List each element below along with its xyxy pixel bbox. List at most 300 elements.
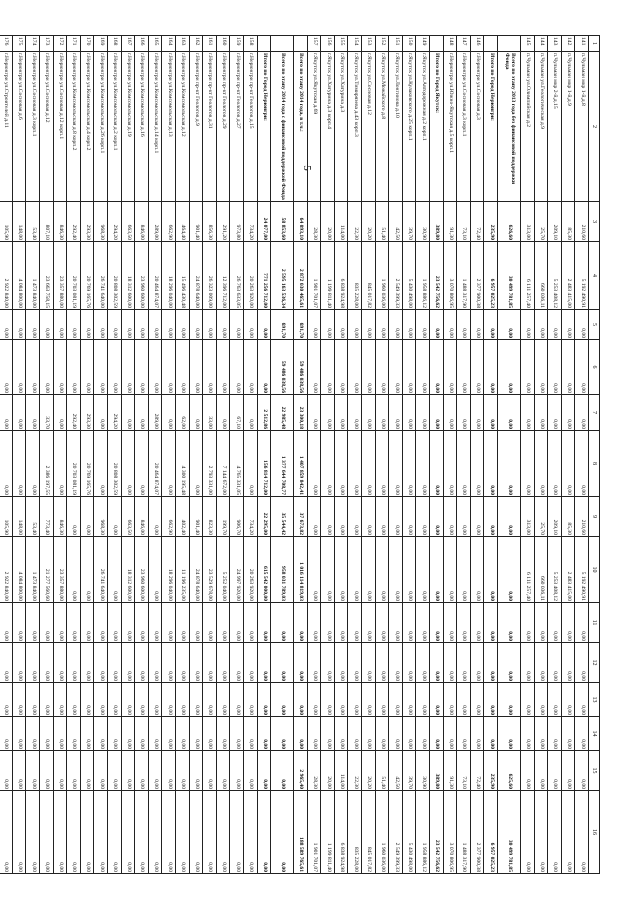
table-cell: [484, 36, 498, 52]
table-cell: 0,00: [135, 751, 149, 791]
table-cell: 0,00: [80, 791, 94, 874]
table-cell: 24 997 920,00: [230, 537, 244, 603]
table-cell: 0,00: [457, 310, 471, 340]
table-cell: 6 957 025,23: [484, 242, 498, 310]
table-cell: 660 036,11: [534, 242, 548, 310]
table-cell: 0,00: [416, 717, 430, 751]
table-cell: 0,00: [457, 395, 471, 431]
table-cell: 0,00: [457, 340, 471, 395]
table-cell: 0,00: [470, 717, 484, 751]
table-cell: 625,60: [498, 751, 521, 791]
table-cell: 0,00: [230, 340, 244, 395]
table-cell: 0,00: [389, 537, 403, 603]
table-cell: 0,00: [307, 310, 321, 340]
table-cell: 0,00: [470, 643, 484, 683]
table-cell: 0,00: [561, 603, 575, 643]
table-cell: 30 499 781,85: [498, 791, 521, 874]
table-cell: 20,00: [321, 751, 335, 791]
table-cell: 0,00: [402, 497, 416, 537]
table-cell: 0,00: [257, 310, 271, 340]
table-cell: 0,00: [294, 683, 308, 717]
table-cell: 0,00: [67, 717, 81, 751]
table-cell: 0,00: [561, 340, 575, 395]
table-cell: 0,00: [271, 683, 294, 717]
table-cell: 8: [589, 431, 600, 497]
table-cell: 18 296 040,00: [162, 242, 176, 310]
table-cell: 176: [0, 36, 12, 52]
table-cell: 0,00: [12, 683, 26, 717]
table-cell: 0,00: [362, 310, 376, 340]
table-cell: 389,80: [430, 202, 444, 242]
summary-row: [498, 36, 521, 874]
table-cell: 0,00: [470, 310, 484, 340]
table-cell: 0,00: [294, 643, 308, 683]
table-cell: 59 486 038,56: [294, 340, 308, 395]
table-cell: 0,00: [0, 603, 12, 643]
table-cell: 0,00: [40, 310, 54, 340]
table-cell: 0,00: [203, 751, 217, 791]
table-cell: 23 960 600,00: [135, 537, 149, 603]
table-cell: 5 192 490,91: [575, 537, 589, 603]
table-cell: 0,00: [243, 395, 257, 431]
summary-row: [430, 36, 444, 874]
table-cell: 0,00: [548, 431, 562, 497]
housing-fund-table: [0, 35, 600, 874]
table-cell: 0,00: [561, 643, 575, 683]
table-cell: 4 300 195,48: [175, 431, 189, 497]
table-cell: 18 312 600,00: [121, 537, 135, 603]
table-cell: Всего по этапу 2014 года, в т.ч.:: [294, 52, 308, 202]
table-cell: 0,00: [334, 537, 348, 603]
table-cell: 154: [348, 36, 362, 52]
table-cell: 0,00: [307, 603, 321, 643]
table-cell: 0,00: [334, 717, 348, 751]
table-cell: г.Нерюнгри пр-кт Геологов д.29: [216, 52, 230, 202]
table-cell: 662,90: [162, 497, 176, 537]
table-cell: 0,00: [12, 310, 26, 340]
table-cell: 0,00: [257, 717, 271, 751]
table-cell: [257, 36, 271, 52]
table-cell: 105,90: [0, 202, 12, 242]
table-cell: 59 486 038,56: [271, 340, 294, 395]
table-cell: 143: [548, 36, 562, 52]
table-cell: 0,00: [148, 791, 162, 874]
table-cell: 807,10: [40, 202, 54, 242]
table-cell: 0,00: [430, 643, 444, 683]
table-cell: 0,00: [175, 310, 189, 340]
table-cell: 20 464 874,07: [148, 431, 162, 497]
table-cell: 0,00: [561, 791, 575, 874]
table-cell: 0,00: [108, 537, 122, 603]
table-cell: 0,00: [108, 643, 122, 683]
table-cell: 0,00: [498, 497, 521, 537]
table-cell: 0,00: [257, 340, 271, 395]
table-cell: 0,00: [175, 791, 189, 874]
table-cell: 5 252 040,00: [216, 537, 230, 603]
table-cell: 0,00: [362, 431, 376, 497]
table-cell: 159: [230, 36, 244, 52]
table-cell: 3 070 806,95: [443, 791, 457, 874]
table-cell: 173: [40, 36, 54, 52]
table-cell: 0,00: [203, 310, 217, 340]
table-cell: 0,00: [189, 717, 203, 751]
table-cell: 0,00: [94, 751, 108, 791]
table-cell: 0,00: [243, 340, 257, 395]
table-cell: 2 549 399,33: [389, 242, 403, 310]
table-cell: г.Нерюнгри ул.Комсомольская д.2 корп.1: [108, 52, 122, 202]
table-cell: 0,00: [121, 751, 135, 791]
table-cell: 64 093,10: [294, 202, 308, 242]
table-cell: 0,00: [334, 643, 348, 683]
table-cell: 0,00: [26, 603, 40, 643]
table-cell: 0,00: [67, 497, 81, 537]
table-cell: 0,00: [175, 717, 189, 751]
table-cell: 33,00: [203, 395, 217, 431]
table-cell: 0,00: [53, 751, 67, 791]
table-cell: 114,00: [334, 202, 348, 242]
table-cell: 0,00: [389, 497, 403, 537]
table-cell: 0,00: [534, 683, 548, 717]
table-cell: Всего по этапу 2014 года с финансовой поддержкой Фонда: [271, 52, 294, 202]
table-cell: 37 673,82: [294, 497, 308, 537]
table-cell: 0,00: [12, 643, 26, 683]
table-cell: 845 017,82: [362, 791, 376, 874]
table-cell: 0,00: [498, 395, 521, 431]
table-cell: 0,00: [498, 431, 521, 497]
table-cell: 0,00: [26, 643, 40, 683]
table-cell: 0,00: [575, 310, 589, 340]
table-cell: 0,00: [271, 643, 294, 683]
table-cell: 5 253 408,12: [548, 537, 562, 603]
table-cell: 0,00: [307, 537, 321, 603]
table-cell: 170: [80, 36, 94, 52]
header-row: [589, 36, 600, 874]
table-cell: 0,00: [40, 683, 54, 717]
table-cell: 0,00: [12, 791, 26, 874]
table-cell: 39,70: [402, 751, 416, 791]
table-cell: 0,00: [321, 717, 335, 751]
table-cell: 1 960 036,00: [375, 242, 389, 310]
table-cell: 389,80: [430, 751, 444, 791]
table-cell: 0,00: [230, 751, 244, 791]
table-cell: 0,00: [484, 497, 498, 537]
table-cell: 0,00: [430, 603, 444, 643]
table-cell: 0,00: [561, 310, 575, 340]
table-cell: 0,00: [162, 340, 176, 395]
table-cell: 0,00: [457, 717, 471, 751]
table-cell: 0,00: [470, 431, 484, 497]
table-cell: г.Нерюнгри ул.Комсомольская д.16: [135, 52, 149, 202]
table-cell: 0,00: [548, 717, 562, 751]
table-cell: 0,00: [108, 603, 122, 643]
table-cell: 0,00: [216, 683, 230, 717]
table-cell: 0,00: [26, 751, 40, 791]
table-cell: 0,00: [470, 395, 484, 431]
table-cell: 773,40: [40, 497, 54, 537]
table-cell: 2 377 900,38: [470, 791, 484, 874]
table-cell: 0,00: [334, 310, 348, 340]
table-cell: 0,00: [12, 717, 26, 751]
table-cell: 402,40: [175, 497, 189, 537]
table-row: [561, 36, 575, 874]
table-cell: 23 542 756,62: [430, 791, 444, 874]
table-cell: 0,00: [307, 395, 321, 431]
table-cell: 0,00: [243, 431, 257, 497]
table-cell: 0,00: [416, 537, 430, 603]
table-cell: 174: [26, 36, 40, 52]
table-cell: г.Нерюнгри пр-кт Геологов д.9: [189, 52, 203, 202]
table-cell: 0,00: [148, 537, 162, 603]
table-cell: 0,00: [12, 431, 26, 497]
table-cell: 0,00: [430, 497, 444, 537]
table-cell: 0,00: [443, 643, 457, 683]
table-cell: 0,00: [80, 751, 94, 791]
table-cell: 0,00: [484, 603, 498, 643]
table-cell: 0,00: [375, 310, 389, 340]
table-cell: 0,00: [307, 497, 321, 537]
table-cell: 0,00: [148, 643, 162, 683]
table-cell: 0,00: [521, 791, 535, 874]
table-cell: 2 377 900,38: [470, 242, 484, 310]
table-cell: 0,00: [484, 643, 498, 683]
table-cell: 0,00: [534, 717, 548, 751]
table-cell: г.Нерюнгри ул.Комсомольская д.19: [121, 52, 135, 202]
table-cell: 2: [589, 52, 600, 202]
table-cell: 846,30: [53, 202, 67, 242]
table-cell: Итого по Город Нерюнгри:: [257, 52, 271, 202]
table-row: [80, 36, 94, 874]
table-cell: 1 407 859 842,41: [294, 431, 308, 497]
table-cell: 0,00: [457, 643, 471, 683]
table-cell: 0,00: [162, 751, 176, 791]
table-cell: 0,00: [0, 791, 12, 874]
table-cell: 0,00: [271, 751, 294, 791]
table-cell: 209,10: [548, 202, 562, 242]
table-cell: г.Нерюнгри ул.Комсомольская д.4 корп.2: [80, 52, 94, 202]
table-cell: 0,00: [189, 791, 203, 874]
table-cell: 0,00: [575, 643, 589, 683]
table-cell: 662,90: [162, 202, 176, 242]
table-row: [307, 36, 321, 874]
table-cell: 0,00: [321, 497, 335, 537]
table-cell: 0,00: [334, 603, 348, 643]
table-cell: 0,00: [175, 603, 189, 643]
table-row: [470, 36, 484, 874]
table-cell: 0,00: [135, 717, 149, 751]
table-cell: 3 070 806,95: [443, 242, 457, 310]
table-cell: 0,00: [484, 431, 498, 497]
table-cell: Всего по этапу 2013 года без финансовой поддержки Фонда: [498, 52, 521, 202]
table-cell: 6: [589, 340, 600, 395]
table-cell: 2 872 030 465,61: [294, 242, 308, 310]
table-cell: 0,00: [457, 683, 471, 717]
table-row: [575, 36, 589, 874]
table-cell: 0,00: [534, 340, 548, 395]
table-cell: 0,00: [498, 310, 521, 340]
table-cell: 663,50: [121, 497, 135, 537]
table-cell: 0,00: [362, 603, 376, 643]
table-cell: 1 473 840,00: [26, 242, 40, 310]
table-cell: 0,00: [230, 683, 244, 717]
table-cell: 7 144 672,00: [216, 431, 230, 497]
table-cell: 2 549 399,33: [389, 791, 403, 874]
table-cell: 235,90: [484, 202, 498, 242]
table-cell: 1 958 886,12: [416, 242, 430, 310]
table-cell: 6 838 924,98: [334, 242, 348, 310]
table-cell: 149: [416, 36, 430, 52]
table-cell: 0,00: [189, 603, 203, 643]
table-cell: 1 199 811,40: [321, 791, 335, 874]
table-cell: [294, 36, 308, 52]
table-cell: г.Якутск ул.Хатурина д.3: [334, 52, 348, 202]
table-cell: 114,00: [334, 751, 348, 791]
table-cell: 20,00: [321, 202, 335, 242]
summary-row: [271, 36, 294, 874]
table-cell: 0,00: [430, 310, 444, 340]
table-cell: 0,00: [375, 683, 389, 717]
table-cell: 0,00: [348, 717, 362, 751]
table-cell: 0,00: [12, 340, 26, 395]
table-cell: 0,00: [40, 643, 54, 683]
table-cell: 0,00: [402, 431, 416, 497]
table-cell: 15 496 430,48: [175, 242, 189, 310]
table-cell: 0,00: [94, 340, 108, 395]
table-cell: 0,00: [0, 751, 12, 791]
table-cell: 734,20: [243, 497, 257, 537]
table-cell: 23 529 678,00: [203, 537, 217, 603]
table-cell: 0,00: [375, 643, 389, 683]
table-cell: 22 295,00: [257, 497, 271, 537]
table-cell: 0,00: [12, 395, 26, 431]
table-cell: 1 901 701,07: [307, 791, 321, 874]
table-cell: 0,00: [348, 340, 362, 395]
table-cell: 23 300,18: [294, 395, 308, 431]
table-cell: 0,00: [334, 340, 348, 395]
table-cell: 0,00: [334, 497, 348, 537]
table-row: [189, 36, 203, 874]
table-cell: 0,00: [189, 643, 203, 683]
table-cell: 0,00: [430, 683, 444, 717]
table-cell: г.Нерюнгри ул.Сосновая д.12 корп.1: [53, 52, 67, 202]
table-cell: 0,00: [470, 603, 484, 643]
table-cell: 901,40: [189, 202, 203, 242]
table-cell: 973,80: [230, 202, 244, 242]
table-cell: 23 357 880,00: [53, 242, 67, 310]
table-cell: 0,00: [53, 395, 67, 431]
table-cell: 0,00: [548, 310, 562, 340]
table-cell: 0,00: [416, 431, 430, 497]
table-cell: 22 985,48: [271, 395, 294, 431]
table-cell: 0,00: [561, 683, 575, 717]
table-cell: 0,00: [53, 791, 67, 874]
table-cell: Итого по Город Якутск:: [430, 52, 444, 202]
table-cell: 209,10: [548, 497, 562, 537]
table-cell: 0,00: [67, 751, 81, 791]
table-cell: 2 386 197,55: [40, 431, 54, 497]
table-cell: 0,00: [375, 717, 389, 751]
table-cell: 0,00: [230, 717, 244, 751]
table-cell: 0,00: [534, 643, 548, 683]
table-cell: 0,00: [121, 340, 135, 395]
table-cell: 0,00: [498, 340, 521, 395]
table-cell: 30,90: [416, 751, 430, 791]
table-cell: 0,00: [484, 340, 498, 395]
summary-row: [257, 36, 271, 874]
table-cell: г.Якутск ул.Автодорожная д.2 корп.1: [416, 52, 430, 202]
table-cell: 0,00: [162, 643, 176, 683]
table-cell: 0,00: [108, 683, 122, 717]
table-cell: г.Нерюнгри ул.Сосновая д.3 корп.1: [26, 52, 40, 202]
table-cell: 1 488 317,90: [457, 242, 471, 310]
table-cell: 0,00: [430, 431, 444, 497]
table-cell: 0,00: [402, 310, 416, 340]
table-cell: 0,00: [575, 717, 589, 751]
table-body: [0, 36, 600, 874]
table-cell: 0,00: [135, 791, 149, 874]
table-cell: 72,40: [470, 202, 484, 242]
table-cell: 156 814 712,00: [257, 431, 271, 497]
table-wrapper: [3, 35, 600, 875]
table-cell: 0,00: [321, 431, 335, 497]
table-cell: 0,00: [94, 791, 108, 874]
table-cell: 0,00: [521, 643, 535, 683]
table-cell: 0,00: [0, 643, 12, 683]
table-cell: 835 228,00: [348, 242, 362, 310]
table-cell: 0,00: [484, 395, 498, 431]
table-cell: г.Нерюнгри ул.Сосновая д.6: [12, 52, 26, 202]
table-cell: 10: [589, 537, 600, 603]
table-cell: 0,00: [121, 643, 135, 683]
table-cell: 0,00: [548, 340, 562, 395]
table-cell: 0,00: [389, 683, 403, 717]
table-cell: 6 111 257,40: [521, 537, 535, 603]
table-cell: 0,00: [216, 791, 230, 874]
table-cell: 0,00: [348, 537, 362, 603]
table-cell: 0,00: [108, 791, 122, 874]
table-cell: 0,00: [389, 310, 403, 340]
table-cell: 0,00: [216, 717, 230, 751]
table-cell: 2 965,40: [294, 751, 308, 791]
table-cell: 289,00: [148, 395, 162, 431]
table-cell: 145: [521, 36, 535, 52]
table-cell: 0,00: [67, 791, 81, 874]
table-cell: 292,40: [67, 395, 81, 431]
table-cell: 0,00: [321, 340, 335, 395]
table-cell: 169: [94, 36, 108, 52]
table-cell: 0,00: [121, 603, 135, 643]
table-cell: 0,00: [334, 431, 348, 497]
table-cell: 0,00: [67, 310, 81, 340]
table-cell: 846,30: [53, 497, 67, 537]
table-cell: 0,00: [362, 717, 376, 751]
table-cell: 292,40: [67, 202, 81, 242]
table-cell: г.Якутск ул.Тимирязева д.43 корп.3: [348, 52, 362, 202]
table-cell: 25,70: [534, 497, 548, 537]
table-cell: 0,00: [402, 643, 416, 683]
table-cell: 464,40: [175, 202, 189, 242]
table-cell: 0,00: [348, 603, 362, 643]
table-cell: 148,00: [12, 497, 26, 537]
table-row: [121, 36, 135, 874]
table-cell: 0,00: [443, 537, 457, 603]
table-cell: 26 741 640,00: [94, 537, 108, 603]
table-cell: г.Нерюнгри ул.Комсомольская д.26 корп.1: [94, 52, 108, 202]
table-cell: 6 111 257,40: [521, 242, 535, 310]
table-cell: 691,70: [294, 310, 308, 340]
table-cell: 0,00: [203, 643, 217, 683]
table-cell: 0,00: [402, 537, 416, 603]
table-cell: 289,00: [148, 202, 162, 242]
